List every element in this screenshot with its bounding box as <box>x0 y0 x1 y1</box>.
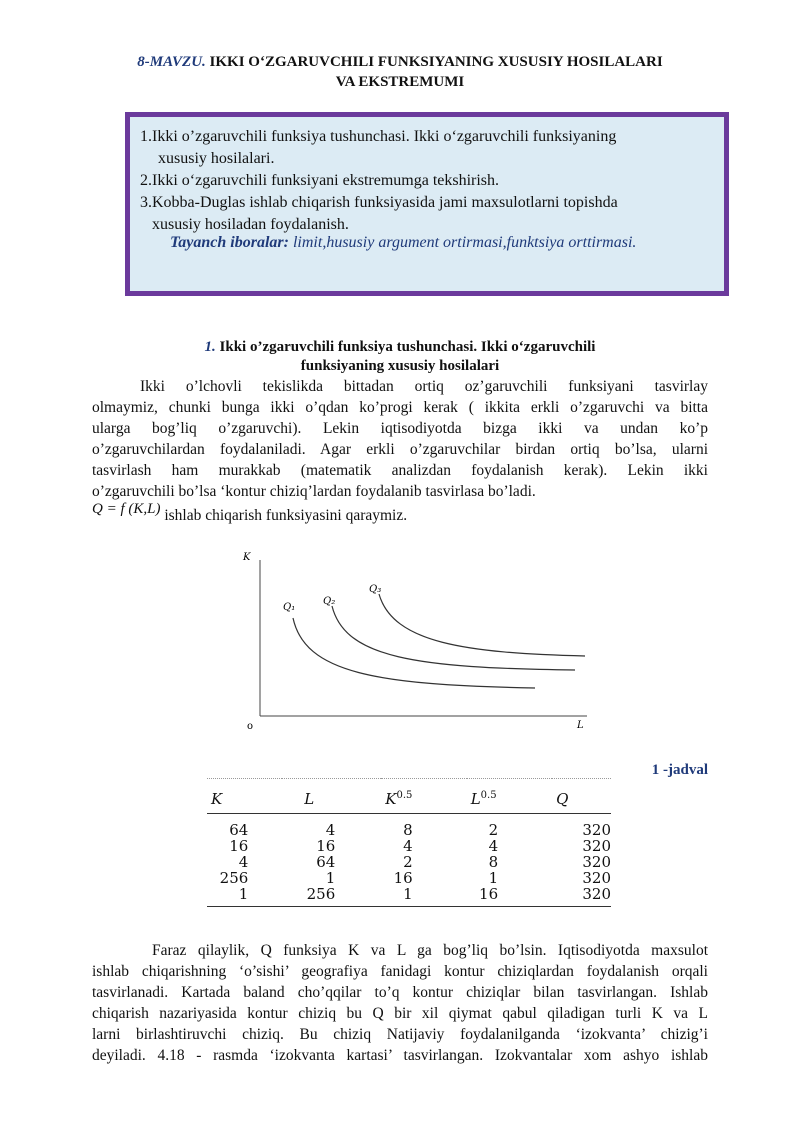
section-heading <box>60 338 740 376</box>
curve-label-q3: Q₃ <box>369 584 382 595</box>
origin-label: o <box>247 721 254 732</box>
cell-l05: 16 <box>467 886 552 907</box>
cell-q: 320 <box>582 869 611 887</box>
isoquant-curve-1 <box>293 618 535 688</box>
x-axis-label: L <box>577 720 584 731</box>
para1-line-7 <box>92 500 708 524</box>
topic-number: 8-MAVZU. <box>137 54 206 70</box>
plan-item-3: 3.Kobba-Duglas ishlab chiqarish funksiyasida jami maxsulotlarni topishda <box>140 194 618 211</box>
cell-l: 4 <box>325 821 336 839</box>
data-table <box>207 778 611 907</box>
cell-l: 1 <box>325 869 336 887</box>
para2-line-3: tasvirlanadi. Kartada baland cho’qqilar to’q kontur chiziqlar bilan tasvirlangan. Ishlab <box>92 984 708 1001</box>
para2-line-4: chiqarish nazariyasida kontur chiziq bu Q bir xil qiymat qabul qiladigan turli K va L <box>92 1005 708 1022</box>
lesson-plan-box <box>125 112 729 296</box>
cell-k05: 4 <box>403 837 413 855</box>
cell-k: 256 <box>219 869 249 887</box>
title-line-1: IKKI O‘ZGARUVCHILI FUNKSIYANING XUSUSIY HOSILALARI <box>205 54 663 70</box>
table-header-row <box>207 779 611 814</box>
para1-line-2: olmaymiz, chunki bunga ikki o’qdan ko’progi kerak ( ikkita erkli o’zgaruvchi va bitta <box>92 399 708 416</box>
plan-item-1-cont: xususiy hosilalari. <box>158 150 275 167</box>
keywords-value: limit,hususiy argument ortirmasi,funktsiya orttirmasi. <box>288 234 637 251</box>
para1-line-3: ularga bog’liq o’zgaruvchi). Lekin iqtisodiyotda bizga ikki va undan ko’p <box>92 420 708 437</box>
para2-line-6: deyiladi. 4.18 - rasmda ‘izokvanta kartasi’ tasvirlangan. Izokvantalar xom ashyo ishlab <box>92 1047 708 1064</box>
isoquant-curve-2 <box>332 606 575 670</box>
cell-l05: 1 <box>488 869 499 887</box>
cell-q: 320 <box>582 837 611 855</box>
cell-k05: 8 <box>403 821 413 839</box>
page-title <box>60 52 740 92</box>
section-number: 1. <box>204 339 216 355</box>
isoquant-graph <box>235 548 595 738</box>
y-axis-label: K <box>243 552 251 563</box>
cell-k: 1 <box>207 886 282 907</box>
para1-line-5: tasvirlash ham murakkab (matematik analizdan foydalanish kerak). Lekin ikki <box>92 462 708 479</box>
cell-l05: 4 <box>488 837 499 855</box>
curve-label-q1: Q₁ <box>283 602 296 613</box>
para2-line-5: larni birlashtiruvchi chiziq. Bu chiziq Natijaviy foydalanilganda ‘izokvanta’ chizig’i <box>92 1026 708 1043</box>
para1-line-7-text: ishlab chiqarish funksiyasini qaraymiz. <box>160 507 408 524</box>
cell-k: 16 <box>229 837 249 855</box>
cell-l05: 2 <box>488 821 499 839</box>
para2-line-1: Faraz qilaylik, Q funksiya K va L ga bog’liq bo’lsin. Iqtisodiyotda maxsulot <box>152 942 708 959</box>
plan-item-1: 1.Ikki o’zgaruvchili funksiya tushunchasi. Ikki o‘zgaruvchili funksiyaning <box>140 128 617 145</box>
title-line-2: VA EKSTREMUMI <box>335 74 465 90</box>
header-k05: $K^{0.5}$ <box>381 779 466 814</box>
curve-label-q2: Q₂ <box>323 596 336 607</box>
cell-k05: 16 <box>393 869 413 887</box>
cell-k: 64 <box>229 821 249 839</box>
cell-k05: 1 <box>381 886 466 907</box>
cell-k05: 2 <box>403 853 413 871</box>
header-q: Q <box>552 779 611 814</box>
cell-q: 320 <box>582 853 611 871</box>
para1-line-4: o’zgaruvchilardan foydalaniladi. Agar erkli o’zgaruvchilar birdan ortiq bo’lsa, ularni <box>92 441 708 458</box>
plan-item-3-cont: xususiy hosiladan foydalanish. <box>152 216 349 233</box>
plan-item-2: 2.Ikki o‘zgaruvchili funksiyani ekstremumga tekshirish. <box>140 172 500 189</box>
cell-l05: 8 <box>488 853 499 871</box>
section-title-a: Ikki o’zgaruvchili funksiya tushunchasi. Ikki o‘zgaruvchili <box>215 339 596 355</box>
table-row <box>207 814 611 839</box>
para2-line-2: ishlab chiqarishning ‘o’sishi’ geografiya fanidagi kontur chiziqlardan foydalanish orqali <box>92 963 708 980</box>
cell-q: 320 <box>552 886 611 907</box>
table-caption: 1 -jadval <box>651 762 708 778</box>
section-title-b: funksiyaning xususiy hosilalari <box>300 358 500 374</box>
keywords-line <box>170 234 636 252</box>
table-row <box>207 870 611 886</box>
table-row <box>207 838 611 854</box>
formula: Q = f (K,L) <box>92 501 161 517</box>
header-l05: $L^{0.5}$ <box>467 779 552 814</box>
header-k: K <box>207 779 282 814</box>
cell-l: 16 <box>316 837 336 855</box>
cell-k: 4 <box>238 853 249 871</box>
table-row <box>207 854 611 870</box>
table-row <box>207 886 611 907</box>
cell-l: 256 <box>282 886 381 907</box>
para1-line-1: Ikki o’lchovli tekislikda bittadan ortiq oz’garuvchili funksiyani tasvirlay <box>140 378 708 395</box>
para1-line-6: o’zgaruvchili bo’lsa ‘kontur chiziq’lardan foydalanib tasvirlasa bo’ladi. <box>92 483 536 500</box>
header-l: L <box>282 779 381 814</box>
isoquant-curve-3 <box>379 594 585 656</box>
cell-q: 320 <box>582 821 611 839</box>
cell-l: 64 <box>316 853 336 871</box>
keywords-label: Tayanch iboralar: <box>170 234 289 251</box>
